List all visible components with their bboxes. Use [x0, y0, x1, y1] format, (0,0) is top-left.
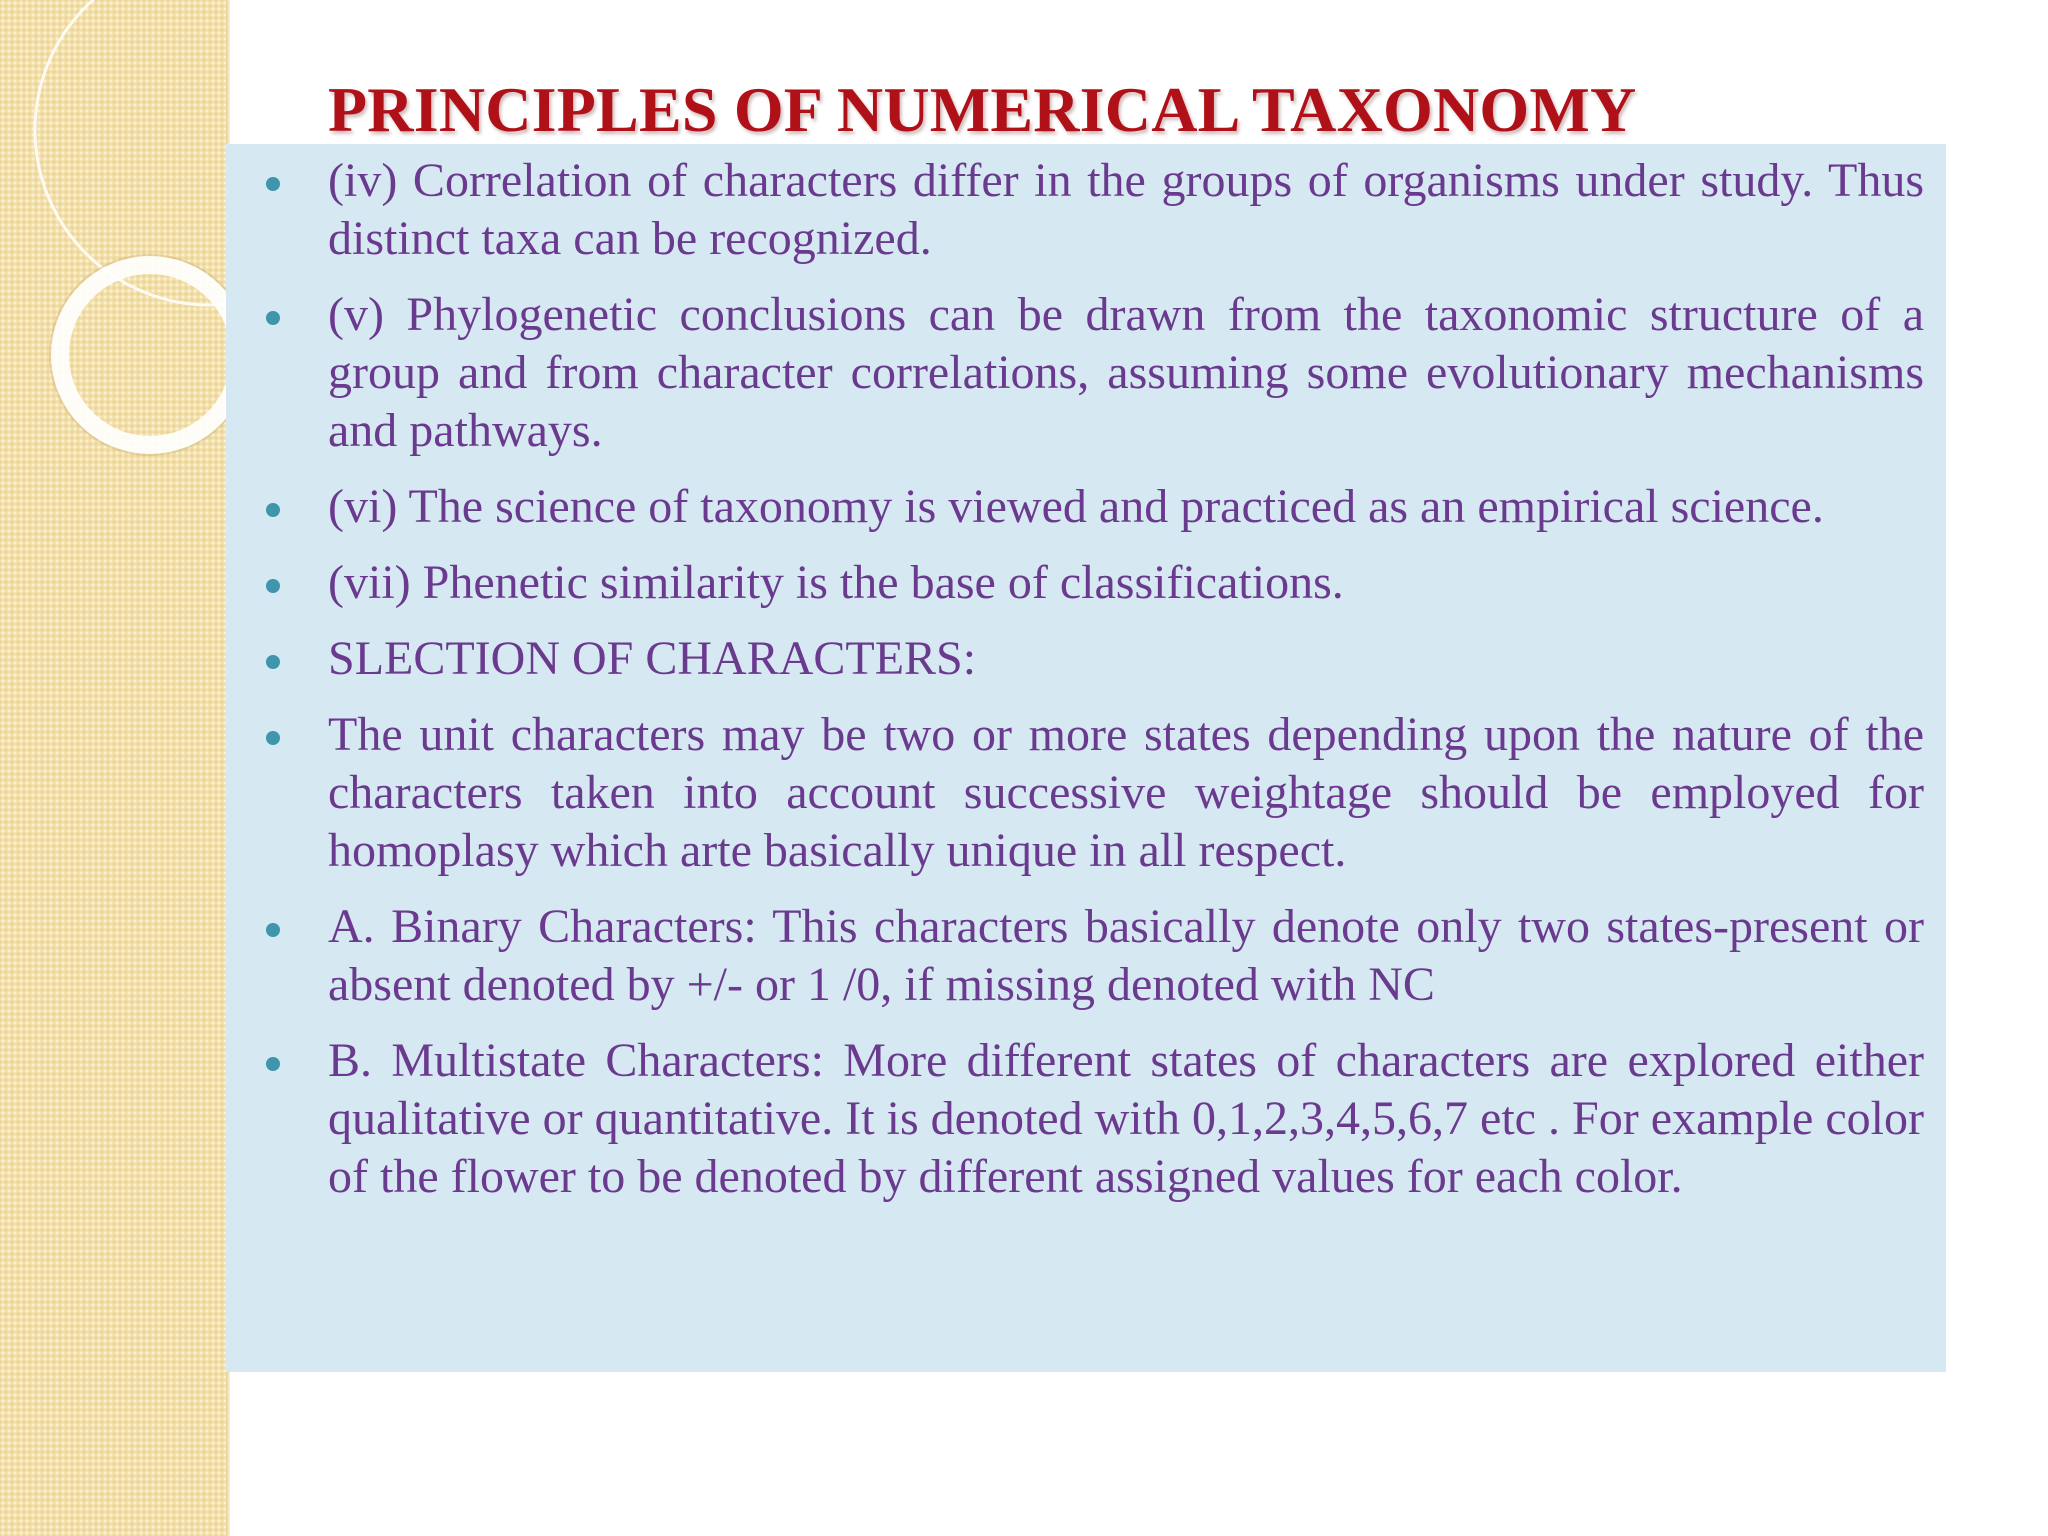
small-ring	[60, 265, 240, 445]
bullet-dot-icon	[266, 177, 280, 191]
decorative-rings-icon	[0, 0, 260, 520]
bullet-dot-icon	[266, 503, 280, 517]
bullet-dot-icon	[266, 731, 280, 745]
bullet-item-vi	[328, 478, 1924, 536]
bullet-text: The unit characters may be two or more states depending upon the nature of the characters taken into account successive weightage should be employed for homoplasy which arte basically unique in all respect.	[328, 708, 1924, 877]
bullet-text: SLECTION OF CHARACTERS:	[328, 632, 977, 685]
bullet-text: (vi) The science of taxonomy is viewed and practiced as an empirical science.	[328, 480, 1824, 533]
bullet-item-binary-characters	[328, 898, 1924, 1014]
bullet-item-unit-characters	[328, 706, 1924, 880]
bullet-item-iv	[328, 152, 1924, 268]
bullet-item-multistate-characters	[328, 1032, 1924, 1206]
bullet-text: B. Multistate Characters: More different states of characters are explored either qualitative or quantitative. It is denoted with 0,1,2,3,4,5,6,7 etc . For example color of the flower to be denoted by different assigned values for each color.	[328, 1034, 1924, 1203]
bullet-item-v	[328, 286, 1924, 460]
bullet-text: (vii) Phenetic similarity is the base of classifications.	[328, 556, 1344, 609]
bullet-dot-icon	[266, 1057, 280, 1071]
bullet-text: A. Binary Characters: This characters basically denote only two states-present or absent denoted by +/- or 1 /0, if missing denoted with NC	[328, 900, 1924, 1011]
slide-title: PRINCIPLES OF NUMERICAL TAXONOMY	[328, 74, 1637, 145]
bullet-item-selection-heading	[328, 630, 1924, 688]
bullet-dot-icon	[266, 923, 280, 937]
bullet-item-vii	[328, 554, 1924, 612]
bullet-text: (iv) Correlation of characters differ in the groups of organisms under study. Thus distinct taxa can be recognized.	[328, 154, 1924, 265]
bullet-list	[328, 152, 1924, 1224]
bullet-dot-icon	[266, 655, 280, 669]
bullet-text: (v) Phylogenetic conclusions can be drawn from the taxonomic structure of a group and from character correlations, assuming some evolutionary mechanisms and pathways.	[328, 288, 1924, 457]
bullet-dot-icon	[266, 311, 280, 325]
bullet-dot-icon	[266, 579, 280, 593]
